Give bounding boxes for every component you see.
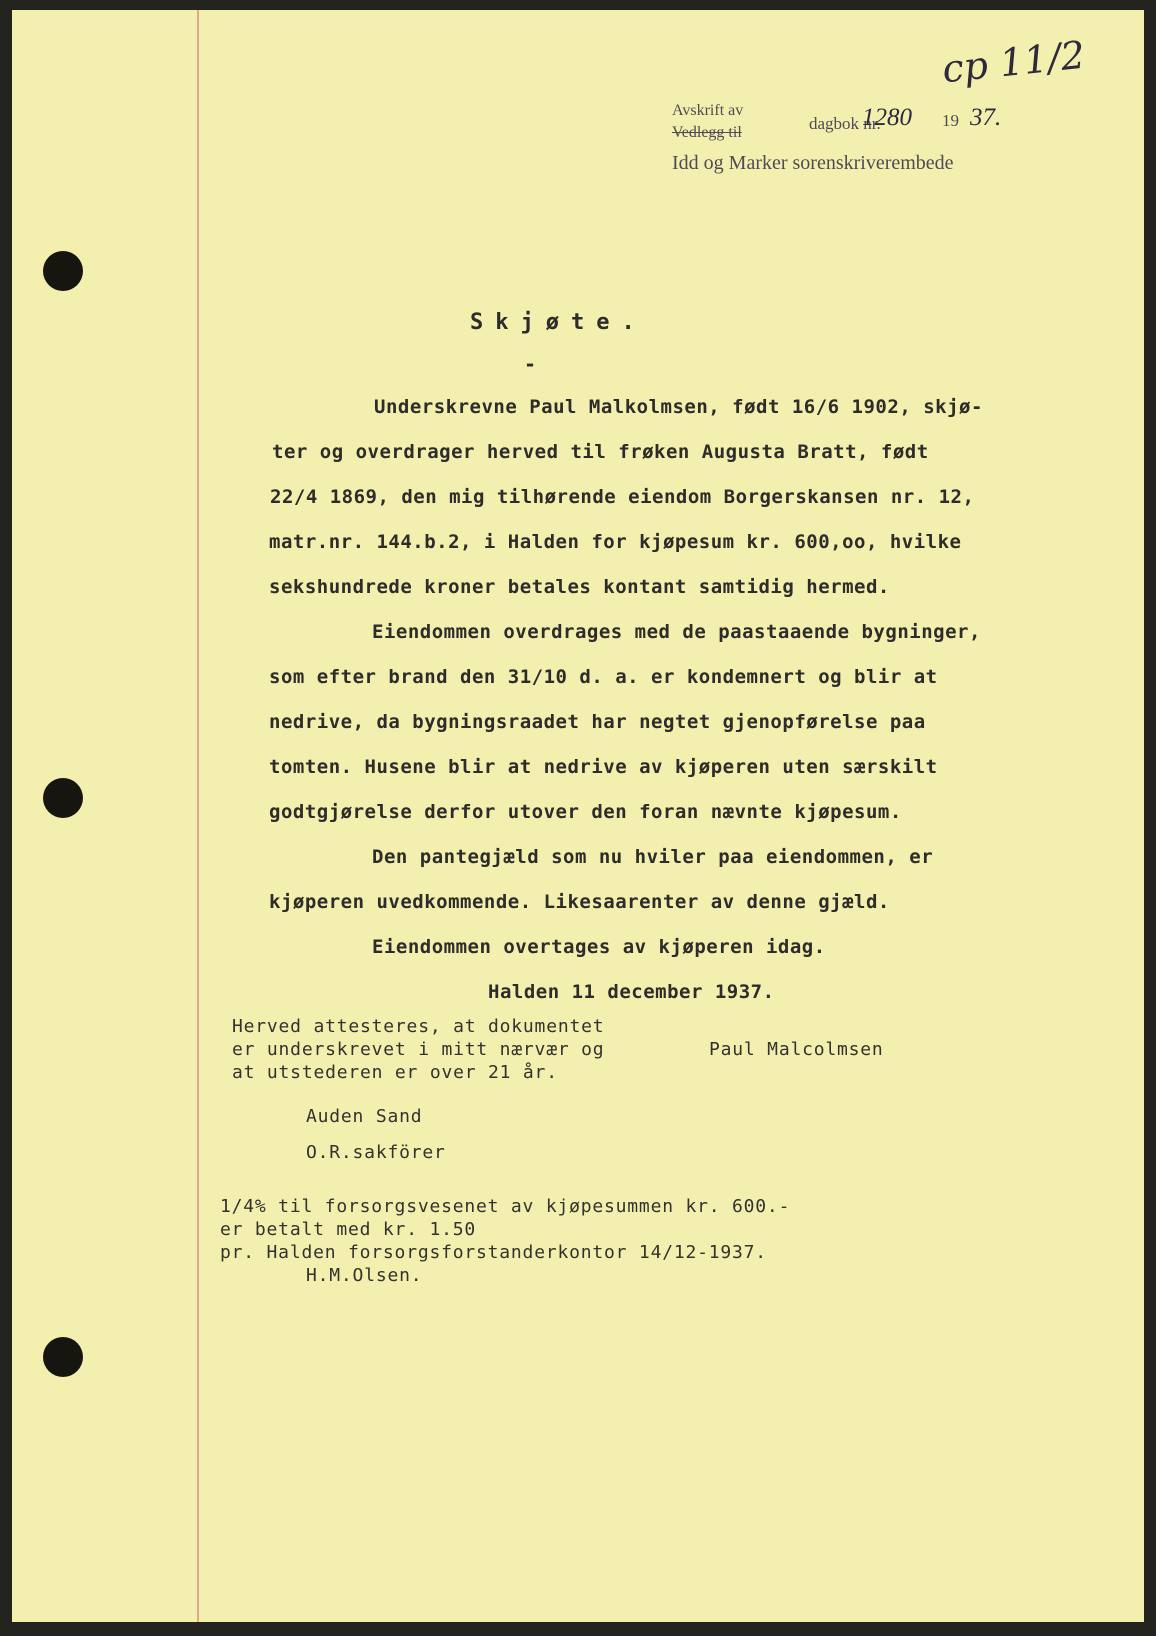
title-dash: - [524,352,537,376]
body-line: sekshundrede kroner betales kontant samtidig hermed. [269,576,890,598]
body-line: Den pantegjæld som nu hviler paa eiendommen, er [372,846,934,868]
body-line: matr.nr. 144.b.2, i Halden for kjøpesum kr. 600,oo, hvilke [269,531,962,553]
year-prefix: 19 [942,111,959,130]
place-date: Halden 11 december 1937. [488,981,775,1003]
journal-number: 1280 [862,104,912,131]
body-line: godtgjørelse derfor utover den foran nævnte kjøpesum. [269,801,902,823]
witness-title: O.R.sakförer [306,1142,446,1163]
body-line: kjøperen uvedkommende. Likesaarenter av denne gjæld. [269,891,890,913]
attest-line: at utstederen er over 21 år. [232,1062,558,1083]
fee-line: er betalt med kr. 1.50 [220,1219,477,1240]
attest-line: Herved attesteres, at dokumentet [232,1016,605,1037]
body-line: nedrive, da bygningsraadet har negtet gjenopførelse paa [269,711,926,733]
year-suffix: 37. [970,104,1002,131]
stamp-attachment-label: Vedlegg til [672,124,742,141]
attest-line: er underskrevet i mitt nærvær og [232,1039,605,1060]
body-line: Eiendommen overdrages med de paastaaende bygninger, [372,621,981,643]
fee-signer: H.M.Olsen. [306,1265,423,1286]
court-office: Idd og Marker sorenskriverembede [672,152,954,174]
stamp-copy-label: Avskrift av [672,102,744,119]
document-title: Skjøte. [470,310,647,335]
body-line: Eiendommen overtages av kjøperen idag. [372,936,826,958]
document-page [12,10,1144,1622]
body-line: 22/4 1869, den mig tilhørende eiendom Borgerskansen nr. 12, [270,486,975,508]
body-line: Underskrevne Paul Malkolmsen, født 16/6 1902, skjø- [374,396,983,418]
punch-hole [43,1337,83,1377]
body-line: tomten. Husene blir at nedrive av kjøperen uten særskilt [269,756,938,778]
body-line: ter og overdrager herved til frøken Augusta Bratt, født [272,441,929,463]
punch-hole [43,778,83,818]
margin-rule [197,10,199,1622]
seller-signature: Paul Malcolmsen [709,1039,884,1060]
handwritten-initials: cp 11/2 [940,32,1087,92]
witness-name: Auden Sand [306,1106,423,1127]
fee-line: 1/4% til forsorgsvesenet av kjøpesummen kr. 600.- [220,1196,791,1217]
stamp-dagbok-label: dagbok nr. [809,114,881,133]
fee-line: pr. Halden forsorgsforstanderkontor 14/12-1937. [220,1242,767,1263]
body-line: som efter brand den 31/10 d. a. er kondemnert og blir at [269,666,938,688]
punch-hole [43,251,83,291]
